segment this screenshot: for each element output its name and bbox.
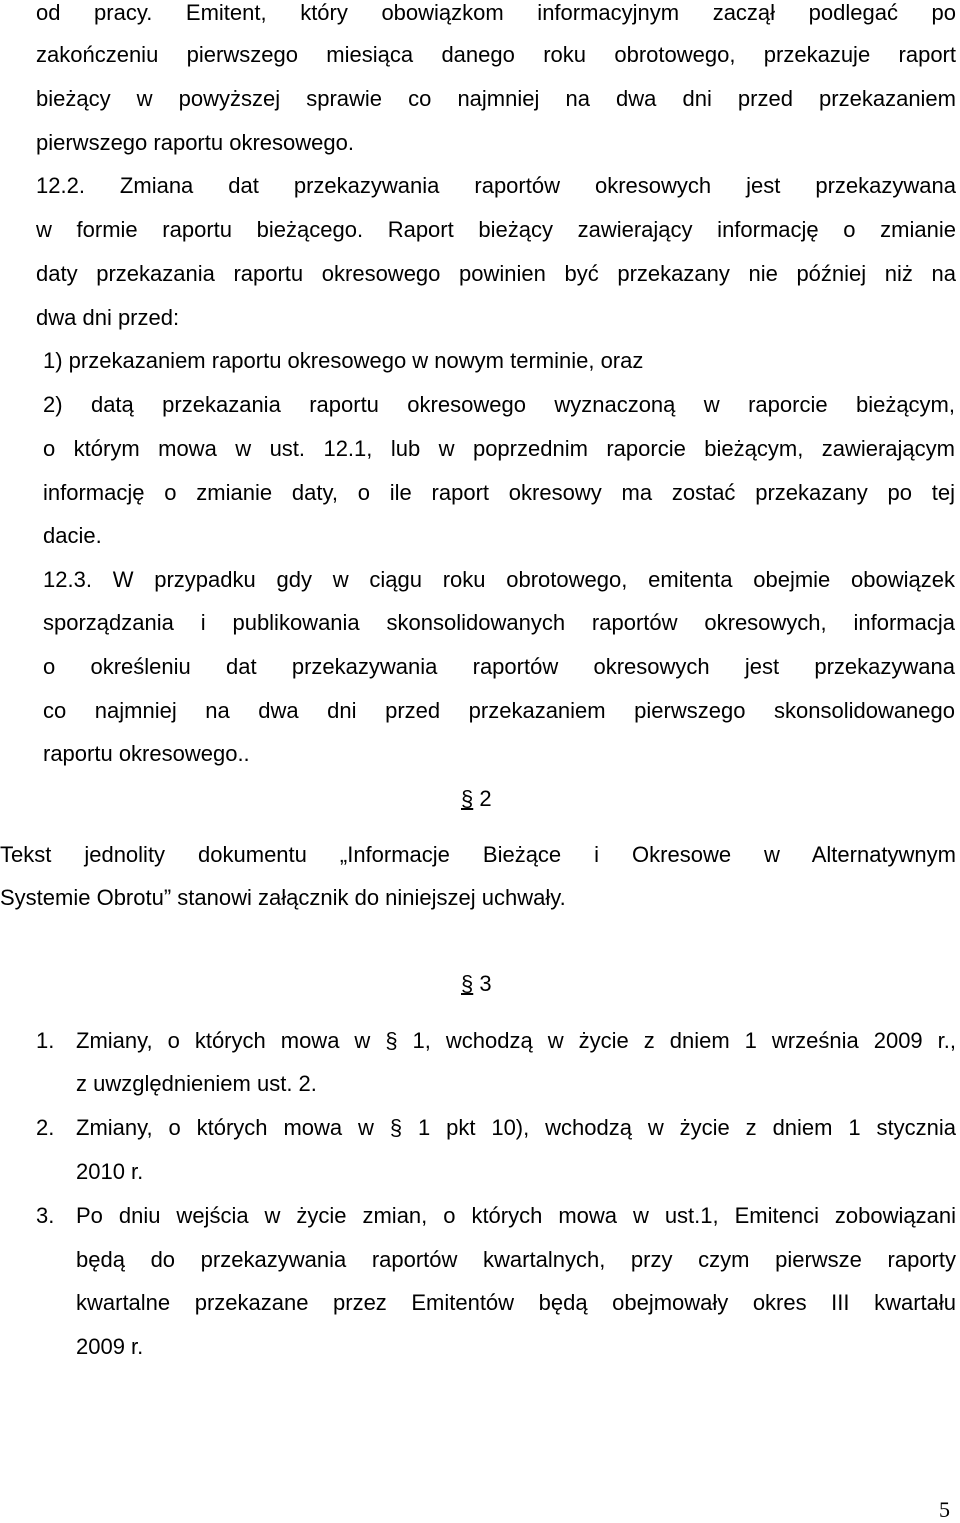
text-line: 2010 r.: [76, 1159, 144, 1184]
text-line: o którym mowa w ust. 12.1, lub w poprzednim raporcie bieżącym, zawierającym: [43, 436, 955, 461]
text-line: pierwszego raportu okresowego.: [36, 130, 354, 155]
list-item-number: 2.: [36, 1115, 55, 1140]
text-line: od pracy. Emitent, który obowiązkom informacyjnym zaczął podlegać po: [36, 0, 956, 25]
list-item: Zmiany, o których mowa w § 1 pkt 10), wchodzą w życie z dniem 1 stycznia: [76, 1115, 956, 1140]
section-number: 2: [479, 786, 492, 811]
section-heading-2: [461, 786, 492, 812]
text-line: Tekst jednolity dokumentu „Informacje Bieżące i Okresowe w Alternatywnym: [0, 842, 956, 867]
text-line: będą do przekazywania raportów kwartalnych, przy czym pierwsze raporty: [76, 1247, 956, 1272]
text-line: 12.3. W przypadku gdy w ciągu roku obrotowego, emitenta obejmie obowiązek: [43, 567, 955, 592]
text-line: Systemie Obrotu” stanowi załącznik do niniejszej uchwały.: [0, 885, 566, 910]
list-item: Zmiany, o których mowa w § 1, wchodzą w życie z dniem 1 września 2009 r.,: [76, 1028, 956, 1053]
text-line: dacie.: [43, 523, 102, 548]
list-item-number: 1.: [36, 1028, 55, 1053]
list-item: 1) przekazaniem raportu okresowego w nowym terminie, oraz: [43, 348, 644, 373]
text-line: o określeniu dat przekazywania raportów okresowych jest przekazywana: [43, 654, 955, 679]
text-line: z uwzględnieniem ust. 2.: [76, 1071, 317, 1096]
text-line: informację o zmianie daty, o ile raport okresowy ma zostać przekazany po tej: [43, 480, 955, 505]
list-item: 2) datą przekazania raportu okresowego wyznaczoną w raporcie bieżącym,: [43, 392, 955, 417]
text-line: bieżący w powyższej sprawie co najmniej na dwa dni przed przekazaniem: [36, 86, 956, 111]
text-line: 2009 r.: [76, 1334, 144, 1359]
page-number: 5: [939, 1497, 950, 1522]
section-heading-3: [461, 971, 492, 997]
text-line: kwartalne przekazane przez Emitentów będą obejmowały okres III kwartału: [76, 1290, 956, 1315]
text-line: zakończeniu pierwszego miesiąca danego roku obrotowego, przekazuje raport: [36, 42, 956, 67]
text-line: raportu okresowego..: [43, 741, 250, 766]
section-number: 3: [479, 971, 492, 996]
text-line: sporządzania i publikowania skonsolidowanych raportów okresowych, informacja: [43, 610, 955, 635]
text-line: w formie raportu bieżącego. Raport bieżący zawierający informację o zmianie: [36, 217, 956, 242]
section-symbol: §: [461, 971, 474, 996]
list-item: Po dniu wejścia w życie zmian, o których mowa w ust.1, Emitenci zobowiązani: [76, 1203, 956, 1228]
section-symbol: §: [461, 786, 474, 811]
list-item-number: 3.: [36, 1203, 55, 1228]
text-line: daty przekazania raportu okresowego powinien być przekazany nie później niż na: [36, 261, 956, 286]
text-line: 12.2. Zmiana dat przekazywania raportów okresowych jest przekazywana: [36, 173, 956, 198]
text-line: co najmniej na dwa dni przed przekazaniem pierwszego skonsolidowanego: [43, 698, 955, 723]
text-line: dwa dni przed:: [36, 305, 180, 330]
